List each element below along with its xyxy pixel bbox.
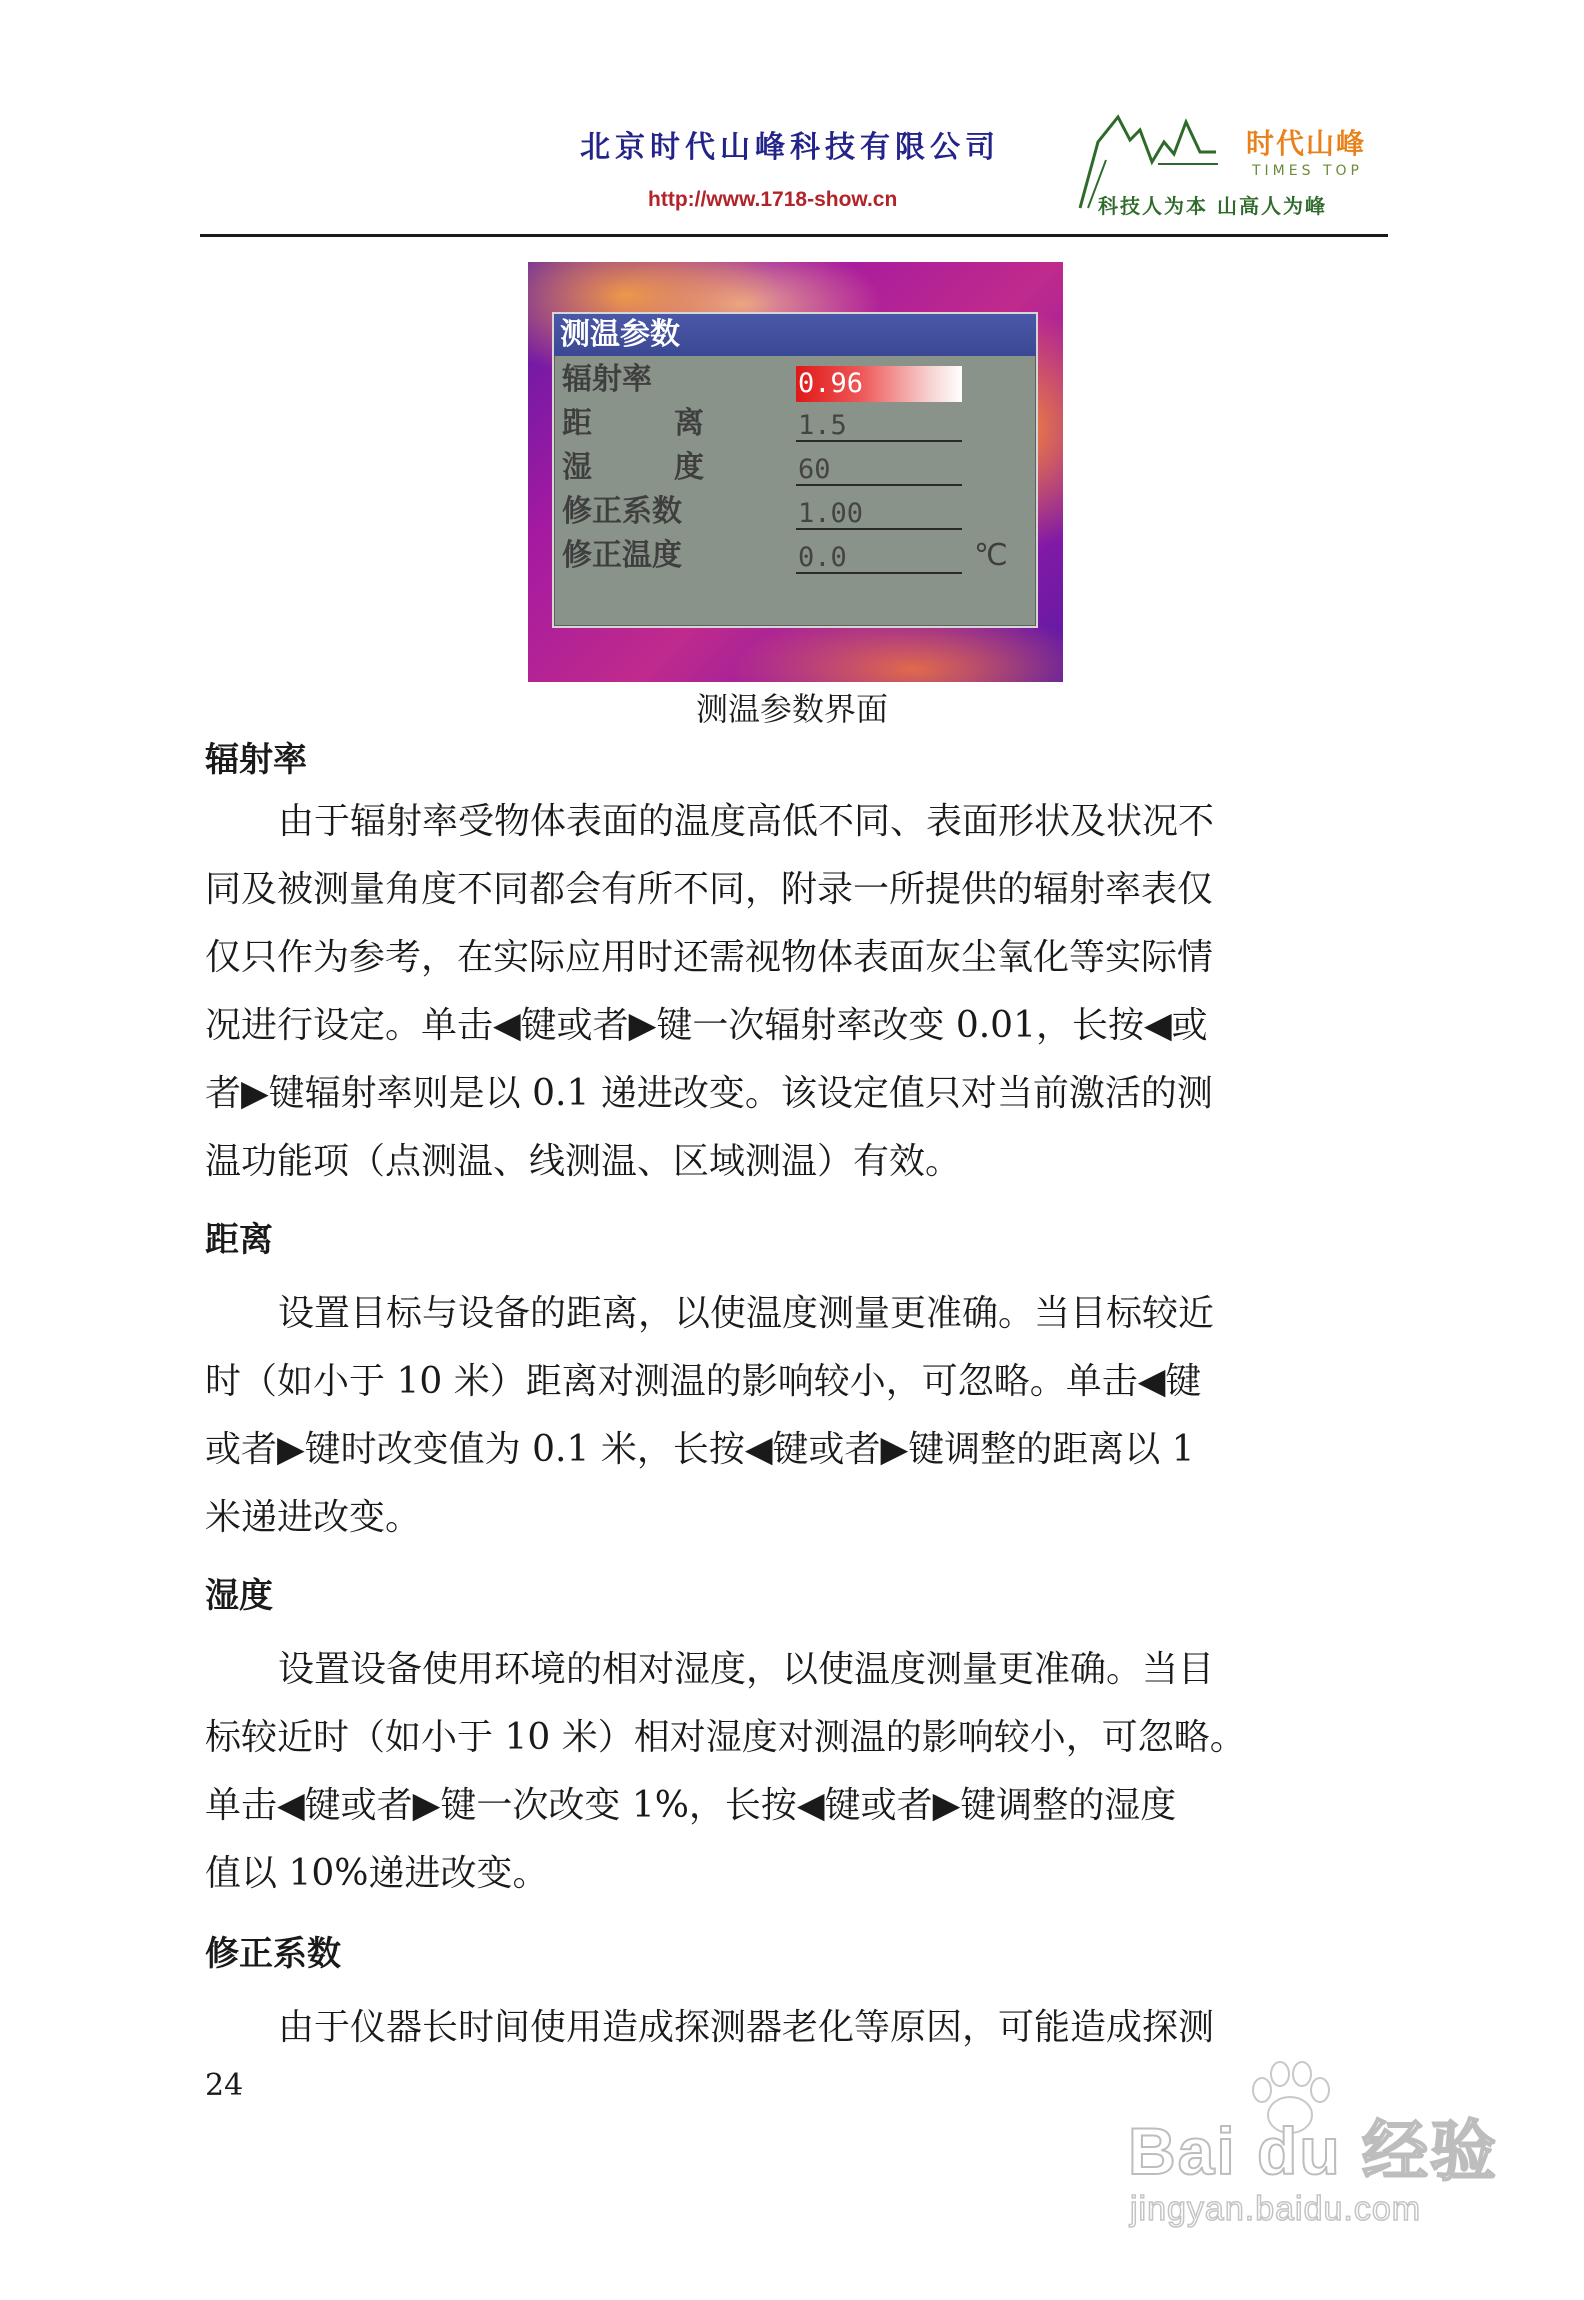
- param-value-correction-factor[interactable]: 1.00: [796, 496, 962, 530]
- paragraph-line: 由于仪器长时间使用造成探测器老化等原因，可能造成探测: [278, 2007, 1215, 2048]
- paragraph-line: 况进行设定。单击◀键或者▶键一次辐射率改变 0.01，长按◀或: [205, 1005, 1208, 1046]
- param-label-distance-char: 距: [562, 406, 592, 441]
- section-heading-correction-factor: 修正系数: [205, 1934, 341, 1974]
- param-value-correction-temp[interactable]: 0.0: [796, 540, 962, 574]
- paragraph-line: 仅只作为参考，在实际应用时还需视物体表面灰尘氧化等实际情: [205, 937, 1214, 978]
- figure-caption: 测温参数界面: [695, 690, 888, 728]
- paragraph-line: 或者▶键时改变值为 0.1 米，长按◀键或者▶键调整的距离以 1: [205, 1429, 1195, 1470]
- param-label-distance-char: 离: [674, 406, 704, 441]
- param-label-correction-factor: 修正系数: [562, 494, 682, 529]
- param-value-distance[interactable]: 1.5: [796, 408, 962, 442]
- section-heading-emissivity: 辐射率: [205, 740, 307, 780]
- celsius-unit: ℃: [974, 538, 1008, 573]
- paragraph-line: 时（如小于 10 米）距离对测温的影响较小，可忽略。单击◀键: [205, 1361, 1202, 1402]
- company-name: 北京时代山峰科技有限公司: [580, 130, 1000, 165]
- paragraph-line: 设置设备使用环境的相对湿度，以使温度测量更准确。当目: [278, 1649, 1215, 1690]
- baidu-watermark-url: jingyan.baidu.com: [1130, 2190, 1422, 2228]
- param-label-distance: [562, 404, 704, 444]
- page-number: 24: [205, 2068, 244, 2103]
- logo-slogan: 科技人为本 山高人为峰: [1098, 194, 1327, 218]
- header-divider: [200, 234, 1388, 237]
- measurement-params-panel: [552, 312, 1038, 628]
- logo-subtitle: TIMES TOP: [1252, 163, 1363, 179]
- param-value-emissivity[interactable]: 0.96: [796, 366, 962, 402]
- baidu-watermark-brand: Bai du 经验: [1128, 2114, 1499, 2188]
- param-label-humidity-char: 度: [674, 450, 704, 485]
- param-label-humidity: [562, 448, 704, 488]
- paragraph-line: 值以 10%递进改变。: [205, 1853, 549, 1894]
- paragraph-line: 温功能项（点测温、线测温、区域测温）有效。: [205, 1141, 962, 1182]
- paragraph-line: 同及被测量角度不同都会有所不同，附录一所提供的辐射率表仅: [205, 869, 1214, 910]
- company-url: http://www.1718-show.cn: [648, 188, 898, 211]
- param-label-emissivity: 辐射率: [562, 362, 652, 397]
- param-value-humidity[interactable]: 60: [796, 452, 962, 486]
- param-label-correction-temp: 修正温度: [562, 538, 682, 573]
- paragraph-line: 标较近时（如小于 10 米）相对湿度对测温的影响较小，可忽略。: [205, 1717, 1246, 1758]
- paragraph-line: 设置目标与设备的距离，以使温度测量更准确。当目标较近: [278, 1293, 1215, 1334]
- panel-title: 测温参数: [554, 314, 1036, 356]
- param-label-humidity-char: 湿: [562, 450, 592, 485]
- section-heading-humidity: 湿度: [205, 1576, 273, 1616]
- paragraph-line: 由于辐射率受物体表面的温度高低不同、表面形状及状况不: [278, 801, 1215, 842]
- logo-name: 时代山峰: [1246, 127, 1367, 160]
- paragraph-line: 者▶键辐射率则是以 0.1 递进改变。该设定值只对当前激活的测: [205, 1073, 1213, 1114]
- paragraph-line: 米递进改变。: [205, 1497, 422, 1538]
- thermal-image-figure: [528, 262, 1063, 682]
- section-heading-distance: 距离: [205, 1220, 273, 1260]
- paragraph-line: 单击◀键或者▶键一次改变 1%，长按◀键或者▶键调整的湿度: [205, 1785, 1177, 1826]
